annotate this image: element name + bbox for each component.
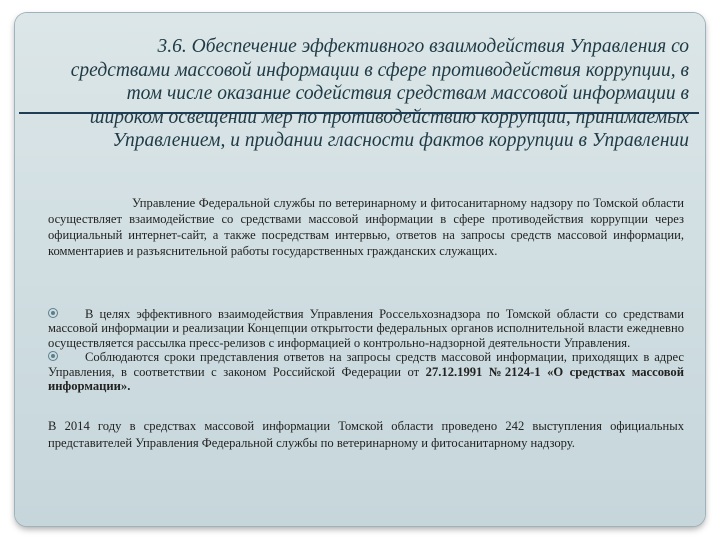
law-reference: 27.12.1991 №2124-1 «О средствах массовой информации». — [48, 364, 684, 394]
bullet-circle-icon — [48, 308, 58, 318]
bullet-text: В целях эффективного взаимодействия Управления Россельхознадзора по Томской области со средствами массовой информации и реализации Концепции открытости федеральных органов исполнительной власти ежедневно осуществляется рассылка пресс-релизов с информацией о контрольно-надзорной деятельности Управления. — [48, 307, 684, 350]
bullet-item — [48, 350, 684, 393]
intro-paragraph: Управление Федеральной службы по ветеринарному и фитосанитарному надзору по Томской области осуществляет взаимодействие со средствами массовой информации в сфере противодействия коррупции через официальный интернет-сайт, а также посредствам интервью, ответов на запросы средств массовой информации, комментариев и разъяснительной работы государственных гражданских служащих. — [48, 196, 684, 258]
bullet-text: Соблюдаются сроки представления ответов на запросы средств массовой информации, приходящих в адрес Управления, в соответствии с законом Российской Федерации от — [48, 350, 684, 379]
bullet-list — [48, 307, 684, 393]
closing-paragraph: В 2014 году в средствах массовой информации Томской области проведено 242 выступления официальных представителей Управления Федеральной службы по ветеринарному и фитосанитарному надзору. — [48, 419, 684, 450]
slide — [15, 13, 705, 526]
bullet-item — [48, 307, 684, 350]
slide-title: 3.6. Обеспечение эффективного взаимодействия Управления со средствами массовой информации в сфере противодействия коррупции, в том числе оказание содействия средствам массовой информации в широком освещении мер по противодействию коррупции, принимаемых Управлением, и придании гласности фактов коррупции в Управлении — [70, 36, 689, 151]
title-divider — [19, 112, 699, 114]
bullet-circle-icon — [48, 351, 58, 361]
